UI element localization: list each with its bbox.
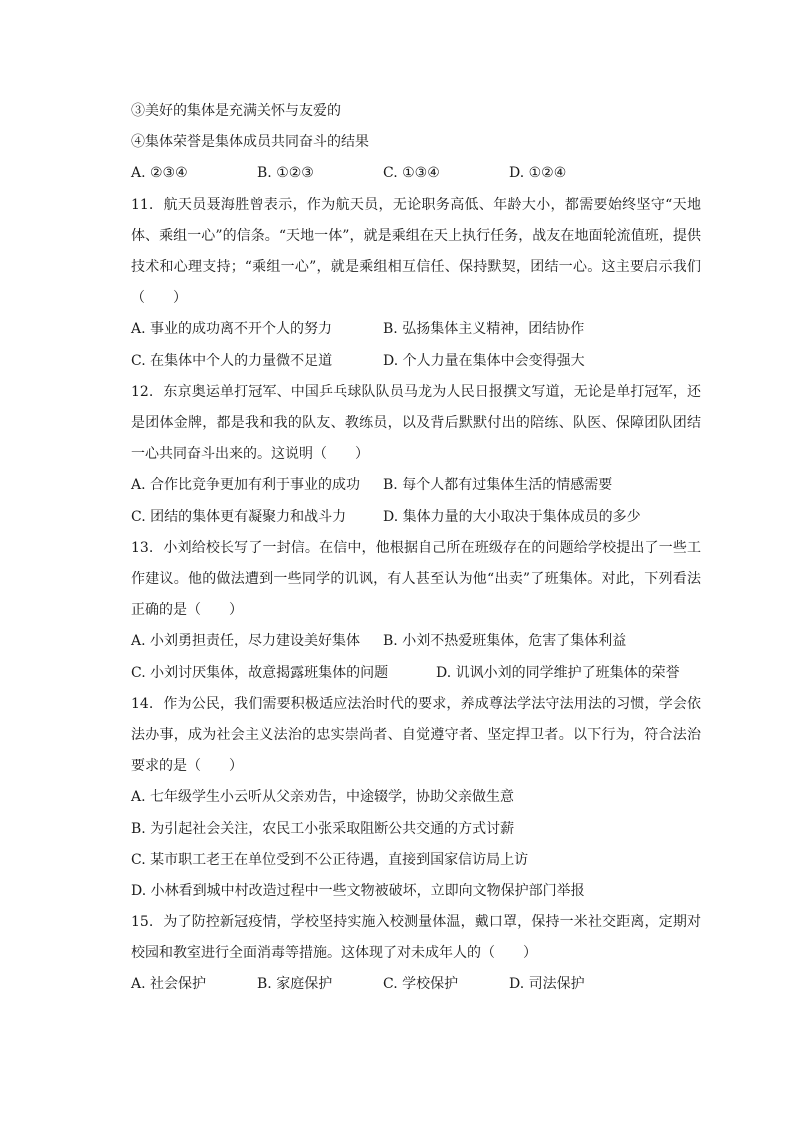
q15-option-b: B. 家庭保护 [257, 976, 333, 993]
q12-option-b: B. 每个人都有过集体生活的情感需要 [383, 477, 613, 494]
q11-option-d: D. 个人力量在集体中会变得强大 [383, 352, 585, 369]
q14-option-b: B. 为引起社会关注，农民工小张采取阻断公共交通的方式讨薪 [131, 820, 515, 837]
q13-options-row-2 [131, 658, 701, 689]
q13-number: 13. [131, 539, 154, 556]
q11-number: 11. [131, 196, 154, 213]
q10-option-d: D. ①②④ [509, 165, 567, 182]
q12-stem [131, 377, 701, 471]
q13-text: 小刘给校长写了一封信。在信中，他根据自己所在班级存在的问题给学校提出了一些工作建议。他的做法遭到一些同学的讥讽，有人甚至认为他“出卖”了班集体。对此，下列看法正确的是（ ） [131, 539, 701, 619]
q14-number: 14. [131, 695, 154, 712]
q13-option-d: D. 讥讽小刘的同学维护了班集体的荣誉 [436, 664, 680, 681]
q14-options-row-1 [131, 782, 701, 813]
q13-option-b: B. 小刘不热爱班集体，危害了集体利益 [383, 633, 627, 650]
q13-option-c: C. 小刘讨厌集体，故意揭露班集体的问题 [131, 664, 389, 681]
q10-option-a: A. ②③④ [131, 165, 188, 182]
q10-option-b: B. ①②③ [257, 165, 314, 182]
q13-stem [131, 533, 701, 627]
q15-option-d: D. 司法保护 [509, 976, 585, 993]
statement-4: ④集体荣誉是集体成员共同奋斗的结果 [131, 134, 369, 151]
q12-option-c: C. 团结的集体更有凝聚力和战斗力 [131, 508, 347, 525]
q14-options-row-3 [131, 845, 701, 876]
q15-option-a: A. 社会保护 [131, 976, 207, 993]
q14-option-a: A. 七年级学生小云听从父亲劝告，中途辍学，协助父亲做生意 [131, 789, 515, 806]
q12-number: 12. [131, 383, 154, 400]
q12-option-d: D. 集体力量的大小取决于集体成员的多少 [383, 508, 641, 525]
q11-options-row-1 [131, 314, 701, 345]
q14-stem [131, 689, 701, 783]
q12-options-row-1 [131, 470, 701, 501]
q13-option-a: A. 小刘勇担责任，尽力建设美好集体 [131, 633, 361, 650]
q11-text: 航天员聂海胜曾表示，作为航天员，无论职务高低、年龄大小，都需要始终坚守“天地体、乘组一心”的信条。“天地一体”，就是乘组在天上执行任务，战友在地面轮流值班，提供技术和心理支持；“乘组一心”，就是乘组相互信任、保持默契，团结一心。这主要启示我们（ ） [131, 196, 701, 307]
q15-number: 15. [131, 914, 154, 931]
q14-options-row-4 [131, 876, 701, 907]
q14-option-c: C. 某市职工老王在单位受到不公正待遇，直接到国家信访局上访 [131, 851, 529, 868]
q12-options-row-2 [131, 502, 701, 533]
q15-option-c: C. 学校保护 [383, 976, 459, 993]
q12-text: 东京奥运单打冠军、中国乒乓球队队员马龙为人民日报撰文写道，无论是单打冠军，还是团体金牌，都是我和我的队友、教练员，以及背后默默付出的陪练、队医、保障团队团结一心共同奋斗出来的。这说明（ ） [131, 383, 701, 463]
q14-option-d: D. 小林看到城中村改造过程中一些文物被破坏，立即向文物保护部门举报 [131, 882, 585, 899]
q12-option-a: A. 合作比竞争更加有利于事业的成功 [131, 477, 361, 494]
q13-options-row-1 [131, 626, 701, 657]
q15-options [131, 969, 701, 1000]
q10-options [131, 158, 701, 189]
statement-3: ③美好的集体是充满关怀与友爱的 [131, 103, 341, 119]
q11-option-c: C. 在集体中个人的力量微不足道 [131, 352, 333, 369]
q11-options-row-2 [131, 346, 701, 377]
exam-page [131, 96, 701, 1001]
q15-text: 为了防控新冠疫情，学校坚持实施入校测量体温，戴口罩，保持一米社交距离，定期对校园和教室进行全面消毒等措施。这体现了对未成年人的（ ） [131, 914, 701, 962]
q14-options-row-2 [131, 814, 701, 845]
q11-stem [131, 190, 701, 315]
q11-option-b: B. 弘扬集体主义精神，团结协作 [383, 321, 585, 338]
q10-option-c: C. ①③④ [383, 165, 440, 182]
q14-text: 作为公民，我们需要积极适应法治时代的要求，养成尊法学法守法用法的习惯，学会依法办事，成为社会主义法治的忠实崇尚者、自觉遵守者、坚定捍卫者。以下行为，符合法治要求的是（ ） [131, 695, 701, 775]
q15-stem [131, 907, 701, 969]
q11-option-a: A. 事业的成功离不开个人的努力 [131, 321, 333, 338]
